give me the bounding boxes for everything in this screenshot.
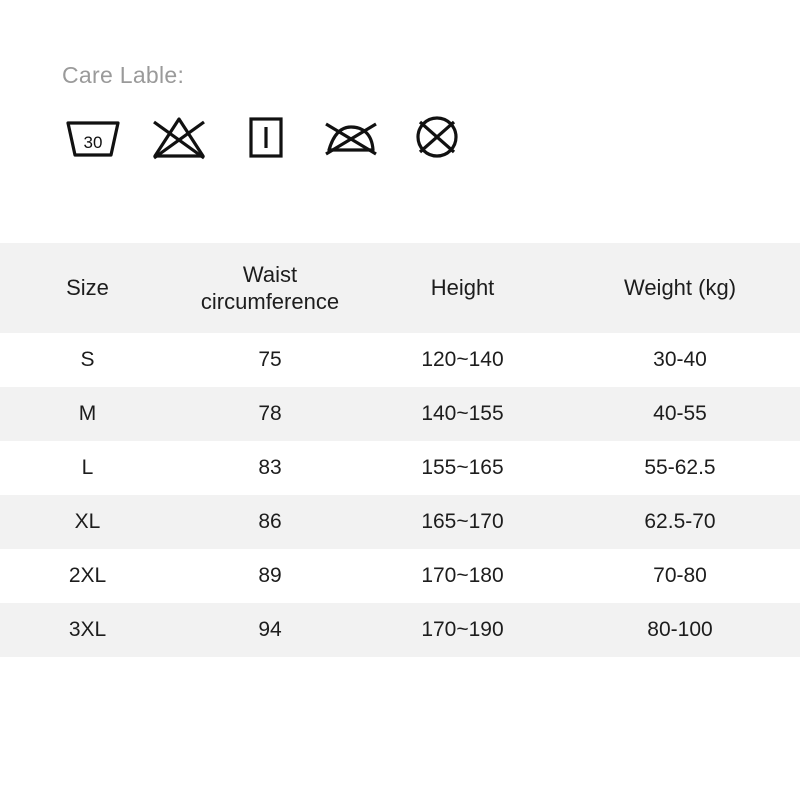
cell-waist: 75 [258,348,282,371]
cell-weight: 80-100 [647,618,713,641]
column-header-height: Height [430,275,495,301]
column-header-waist: Waist circumference [200,261,340,314]
cell-height: 155~165 [421,456,504,479]
do-not-dry-clean-icon [394,106,480,168]
do-not-bleach-icon [136,106,222,168]
cell-size: M [78,402,97,425]
table-header [0,243,800,333]
cell-height: 170~190 [421,618,504,641]
cell-waist: 83 [258,456,282,479]
table-row [0,549,800,603]
table-header-row [0,243,800,333]
table-row [0,603,800,657]
cell-height: 120~140 [421,348,504,371]
table-row [0,441,800,495]
cell-height: 140~155 [421,402,504,425]
size-chart-table [0,243,800,657]
cell-size: S [80,348,95,371]
cell-weight: 40-55 [653,402,707,425]
tumble-dry-icon [222,106,308,168]
svg-text:30: 30 [83,133,103,152]
cell-weight: 62.5-70 [644,510,716,533]
cell-waist: 86 [258,510,282,533]
cell-waist: 94 [258,618,282,641]
cell-size: XL [74,510,101,533]
cell-weight: 70-80 [653,564,707,587]
cell-weight: 55-62.5 [644,456,716,479]
table-row [0,333,800,387]
column-header-size: Size [66,275,109,301]
table-row [0,495,800,549]
table-row [0,387,800,441]
cell-size: 2XL [68,564,107,587]
cell-height: 170~180 [421,564,504,587]
care-symbols-row [50,106,480,168]
table-body [0,333,800,657]
cell-waist: 89 [258,564,282,587]
cell-size: L [81,456,94,479]
column-header-weight: Weight (kg) [623,275,737,301]
cell-height: 165~170 [421,510,504,533]
cell-waist: 78 [258,402,282,425]
do-not-iron-icon [308,106,394,168]
cell-weight: 30-40 [653,348,707,371]
care-label-title: Care Lable: [62,62,185,88]
wash-30-icon [50,106,136,168]
cell-size: 3XL [68,618,107,641]
